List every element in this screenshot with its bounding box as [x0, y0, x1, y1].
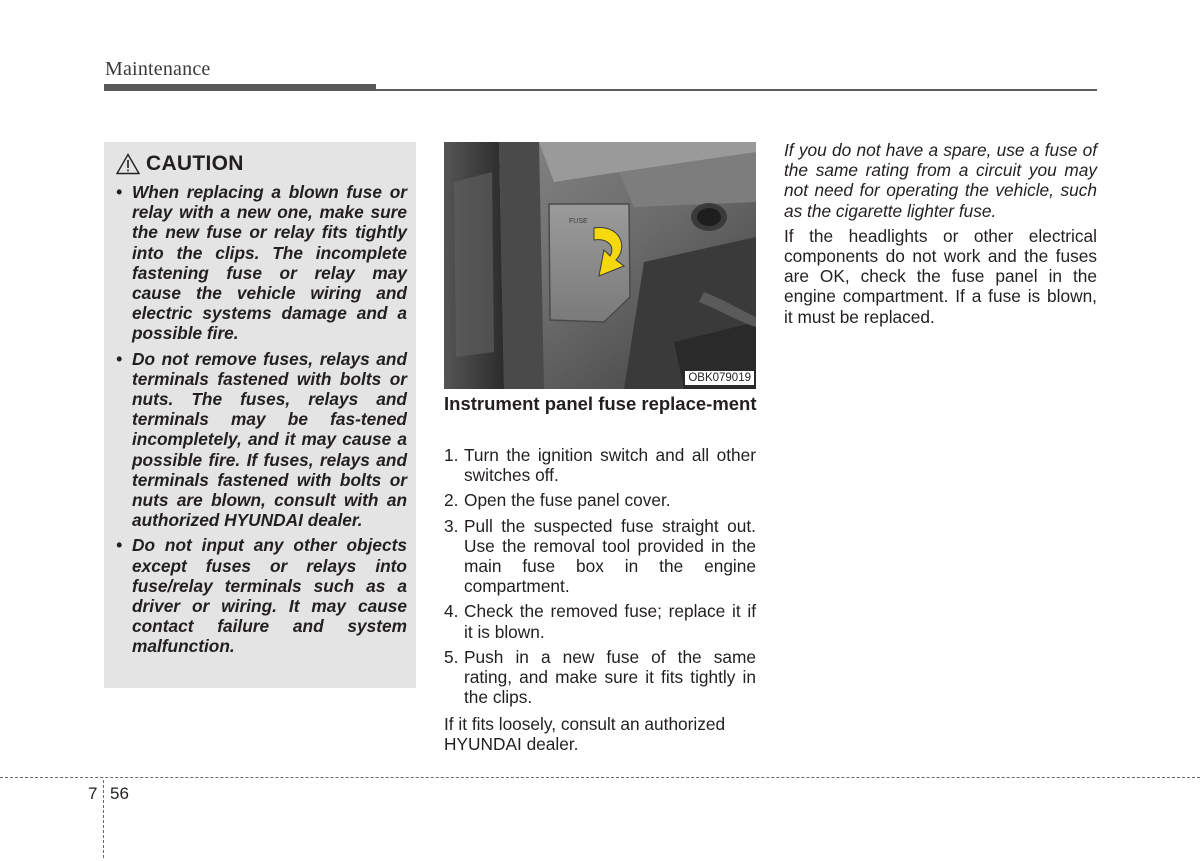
step-text: Pull the suspected fuse straight out. Use the removal tool provided in the main fuse box in the engine compartment.	[464, 515, 756, 597]
caution-list	[114, 182, 407, 657]
bullet: •	[116, 348, 123, 369]
header-rule-thick	[104, 84, 376, 91]
warning-triangle-icon	[116, 153, 140, 175]
spare-fuse-note: If you do not have a spare, use a fuse of the same rating from a circuit you may not need for operating the vehicle, such as the cigarette lighter fuse.	[784, 140, 1097, 221]
caution-item	[114, 535, 407, 656]
step-text: Turn the ignition switch and all other switches off.	[464, 445, 756, 486]
footer-divider	[0, 777, 1200, 778]
procedure-steps	[444, 445, 756, 712]
page-number: 56	[110, 784, 129, 803]
step-number: 4.	[444, 601, 459, 622]
chapter-number: 7	[88, 784, 98, 803]
procedure-closing-note: If it fits loosely, consult an authorized HYUNDAI dealer.	[444, 714, 726, 755]
step-text: Open the fuse panel cover.	[464, 490, 671, 511]
fuse-panel-photo	[444, 142, 756, 389]
procedure-step	[444, 516, 756, 597]
caution-box	[104, 142, 416, 688]
step-text: Push in a new fuse of the same rating, and make sure it fits tightly in the clips.	[464, 646, 756, 708]
section-title: Maintenance	[105, 58, 211, 80]
procedure-step	[444, 601, 756, 641]
procedure-step	[444, 490, 756, 510]
caution-item-text: Do not remove fuses, relays and terminals fastened with bolts or nuts. The fuses, relays and terminals may be fas-tened incompletely, and it may cause a possible fire. If fuses, relays and terminals fastened with bolts or nuts are blown, consult with an authorized HYUNDAI dealer.	[132, 348, 407, 531]
procedure-step	[444, 647, 756, 708]
footer-vertical-divider	[103, 780, 104, 858]
procedure-heading: Instrument panel fuse replace-ment	[444, 393, 757, 414]
caution-title: CAUTION	[146, 152, 244, 175]
step-number: 3.	[444, 515, 459, 536]
electrical-check-note: If the headlights or other electrical components do not work and the fuses are OK, check the fuse panel in the engine compartment. If a fuse is blown, it must be replaced.	[784, 225, 1097, 327]
figure-code: OBK079019	[685, 371, 754, 385]
bullet: •	[116, 535, 123, 556]
bullet: •	[116, 182, 123, 202]
dashboard-illustration	[444, 142, 756, 389]
procedure-step	[444, 445, 756, 485]
step-number: 2.	[444, 490, 459, 511]
caution-item-text: When replacing a blown fuse or relay with a new one, make sure the new fuse or relay fits tightly into the clips. The incomplete fastening fuse or relay may cause the vehicle wiring and electric systems damage and a possible fire.	[132, 182, 407, 344]
header-rule-thin	[376, 89, 1097, 91]
caution-item	[114, 349, 407, 531]
caution-heading	[114, 150, 407, 178]
notes-column	[784, 140, 1097, 327]
caution-item	[114, 182, 407, 344]
step-number: 1.	[444, 445, 459, 465]
step-number: 5.	[444, 646, 459, 667]
fuse-label: FUSE	[569, 218, 588, 225]
caution-item-text: Do not input any other objects except fuses or relays into fuse/relay terminals such as a driver or wiring. It may cause contact failure and system malfunction.	[132, 535, 407, 657]
step-text: Check the removed fuse; replace it if it is blown.	[464, 601, 756, 642]
